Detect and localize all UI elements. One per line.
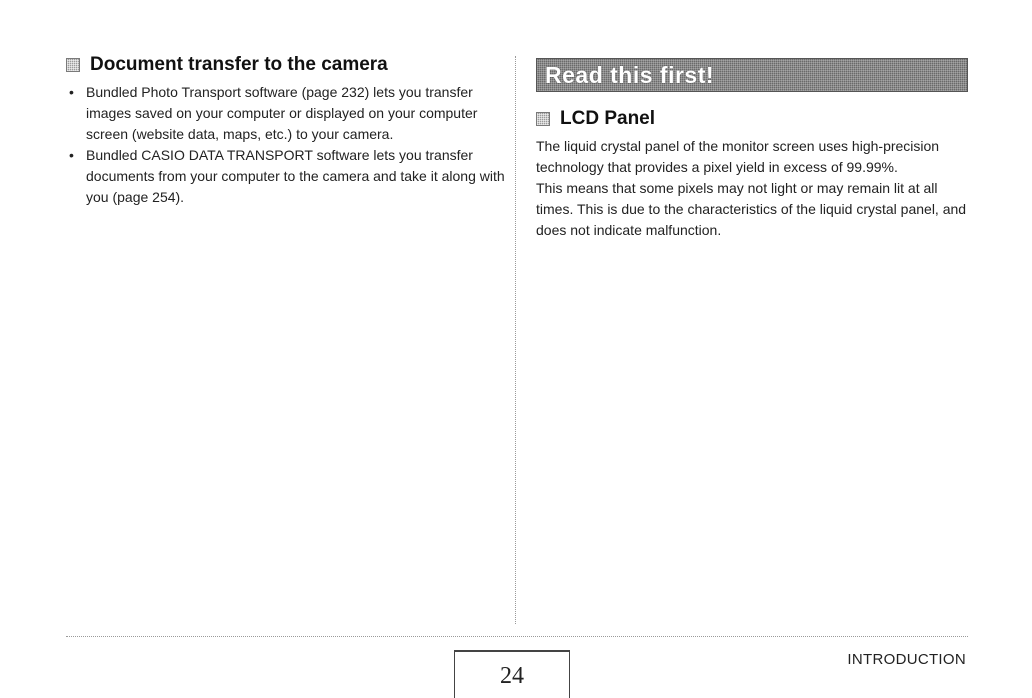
- column-divider: [515, 56, 516, 624]
- footer-divider: [66, 636, 968, 637]
- footer-section-name: INTRODUCTION: [847, 651, 966, 668]
- banner-title: Read this first!: [545, 62, 715, 88]
- left-column: [66, 54, 506, 208]
- read-this-first-banner: [536, 58, 968, 92]
- bullet-dot-icon: •: [69, 147, 74, 163]
- section-heading-text: Document transfer to the camera: [90, 54, 388, 75]
- section-heading-text: LCD Panel: [560, 108, 656, 129]
- section-heading-document-transfer: [66, 54, 506, 76]
- list-item: [66, 145, 506, 208]
- paragraph: The liquid crystal panel of the monitor screen uses high-precision technology that provides a pixel yield in excess of 99.99%.: [536, 138, 940, 175]
- section-heading-lcd-panel: [536, 108, 968, 130]
- list-item-text: Bundled Photo Transport software (page 232) lets you transfer images saved on your computer or displayed on your computer screen (website data, maps, etc.) to your camera.: [86, 84, 478, 142]
- page-number: 24: [500, 663, 524, 689]
- square-bullet-icon: [66, 58, 80, 72]
- list-item: [66, 82, 506, 145]
- page-number-box: [454, 650, 570, 698]
- bullet-list: [66, 82, 506, 208]
- square-bullet-icon: [536, 112, 550, 126]
- list-item-text: Bundled CASIO DATA TRANSPORT software lets you transfer documents from your computer to the camera and take it along with you (page 254).: [86, 147, 505, 205]
- bullet-dot-icon: •: [69, 84, 74, 100]
- right-column: [536, 58, 968, 241]
- paragraph: This means that some pixels may not light or may remain lit at all times. This is due to the characteristics of the liquid crystal panel, and does not indicate malfunction.: [536, 180, 967, 238]
